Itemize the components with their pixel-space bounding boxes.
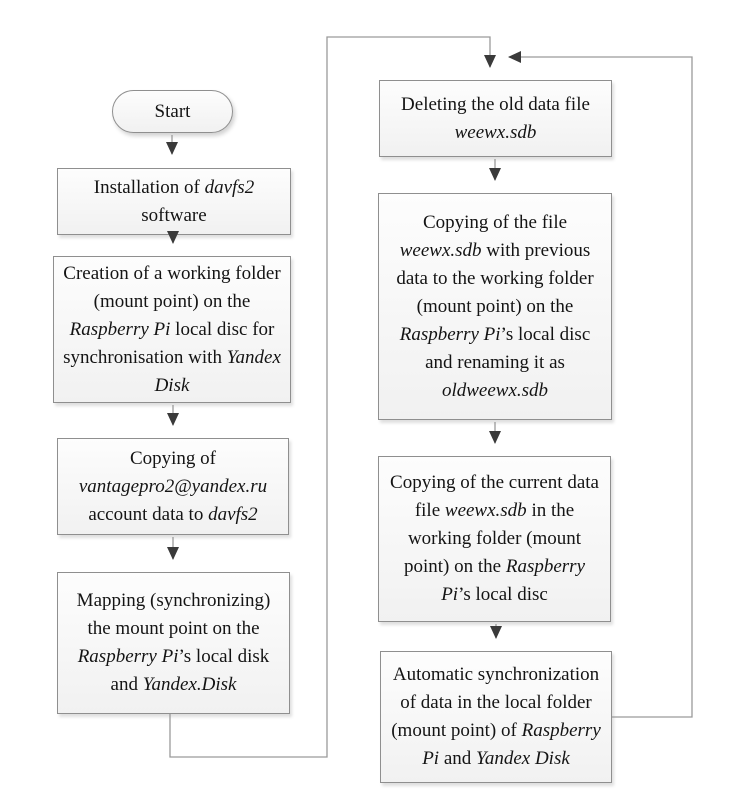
flow-node-auto-sync: Automatic synchronization of data in the local folder (mount point) of Raspberry Pi and Yandex Disk [380, 651, 612, 783]
flow-node-copy-previous-file: Copying of the file weewx.sdb with previous data to the working folder (mount point) on the Raspberry Pi’s local disc and renaming it as oldweewx.sdb [378, 193, 612, 420]
flow-node-copy-account-data: Copying of vantagepro2@yandex.ru account data to davfs2 [57, 438, 289, 535]
flow-node-create-mount-folder: Creation of a working folder (mount point) on the Raspberry Pi local disc for synchronisation with Yandex Disk [53, 256, 291, 403]
flow-node-copy-current-file: Copying of the current data file weewx.sdb in the working folder (mount point) on the Raspberry Pi’s local disc [378, 456, 611, 622]
flow-node-delete-old-file: Deleting the old data file weewx.sdb [379, 80, 612, 157]
flow-node-start: Start [112, 90, 233, 133]
flow-node-install-davfs2: Installation of davfs2 software [57, 168, 291, 235]
flow-node-map-mount-point: Mapping (synchronizing) the mount point on the Raspberry Pi’s local disk and Yandex.Disk [57, 572, 290, 714]
